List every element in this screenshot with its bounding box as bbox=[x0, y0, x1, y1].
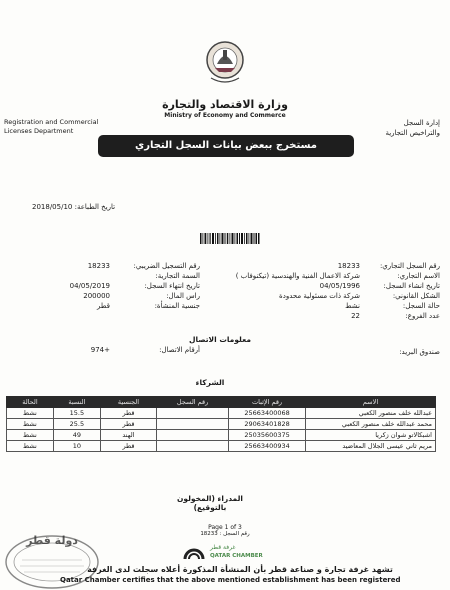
partner-status: نشط bbox=[7, 419, 54, 430]
partner-cr bbox=[157, 419, 229, 430]
contact-numbers-label: أرقام الاتصال: bbox=[159, 346, 200, 354]
ministry-name-arabic: وزارة الاقتصاد والتجارة bbox=[162, 98, 288, 111]
trademark-label: السمة التجارية: bbox=[155, 272, 200, 280]
partner-id: 25035600375 bbox=[229, 430, 306, 441]
partner-id: 25663400068 bbox=[229, 408, 306, 419]
ministry-name-english: Ministry of Economy and Commerce bbox=[164, 112, 286, 119]
department-name-arabic bbox=[350, 118, 440, 138]
col-cr-header: رقم السجل bbox=[157, 397, 229, 408]
partner-status: نشط bbox=[7, 408, 54, 419]
legal-form-value: شركة ذات مسئولية محدودة bbox=[279, 292, 360, 300]
cr-number-value: 18233 bbox=[337, 262, 360, 270]
trademark-value bbox=[40, 272, 110, 282]
partner-nationality: قطر bbox=[100, 419, 156, 430]
contact-numbers-value-wrap bbox=[40, 346, 110, 354]
qatar-emblem-icon bbox=[205, 38, 245, 86]
department-ar-line-1: إدارة السجل bbox=[403, 119, 440, 127]
col-id-header: رقم الإثبات bbox=[229, 397, 306, 408]
partner-cr bbox=[157, 441, 229, 452]
partner-cr bbox=[157, 430, 229, 441]
cr-status-label: حالة السجل: bbox=[402, 302, 440, 310]
partner-name: عبدالله خلف منصور الكعبي bbox=[305, 408, 435, 419]
trade-name-value: شركة الاعمال الفنية والهندسية (تيكنوفاب ) bbox=[235, 272, 360, 280]
partner-id: 25663400934 bbox=[229, 441, 306, 452]
table-row bbox=[7, 441, 436, 452]
partner-id: 29063401828 bbox=[229, 419, 306, 430]
qatar-chamber-logo-icon bbox=[183, 543, 205, 561]
capital-value: 200000 bbox=[83, 292, 110, 300]
partner-name: اشبكالاتو شوان زكريا bbox=[305, 430, 435, 441]
cr-number-label: رقم السجل التجاري: bbox=[379, 262, 440, 270]
department-name-english bbox=[4, 118, 114, 136]
managers-section-title: المدراء (المخولون بالتوقيع) bbox=[177, 494, 243, 512]
table-row bbox=[7, 430, 436, 441]
print-date-label: تاريخ الطباعة: bbox=[74, 203, 116, 211]
contact-numbers-label-wrap bbox=[120, 346, 200, 354]
partner-name: مريم ثاني عيسى الجلال المعاضيد bbox=[305, 441, 435, 452]
trade-name-label: الاسم التجاري: bbox=[397, 272, 440, 280]
department-line-2: Licenses Department bbox=[4, 127, 74, 135]
partner-nationality: الهند bbox=[100, 430, 156, 441]
tax-number-label: رقم التسجيل الضريبي: bbox=[133, 262, 200, 270]
cr-creation-date-value: 04/05/1996 bbox=[319, 282, 360, 290]
partners-section-title: الشركاء bbox=[195, 378, 225, 387]
department-ar-line-2: والتراخيص التجارية bbox=[385, 129, 440, 137]
col-share-header: النسبة bbox=[53, 397, 100, 408]
partners-table bbox=[6, 396, 436, 452]
po-box-label: صندوق البريد: bbox=[399, 348, 440, 356]
po-box-label-wrap bbox=[370, 348, 440, 356]
po-box-value bbox=[200, 322, 360, 332]
print-date bbox=[32, 203, 115, 211]
legal-form-label: الشكل القانوني: bbox=[392, 292, 440, 300]
branches-count-value: 22 bbox=[351, 312, 360, 320]
document-title: مستخرج ببعض بيانات السجل التجاري bbox=[98, 135, 354, 157]
partner-nationality: قطر bbox=[100, 408, 156, 419]
chamber-name-english: QATAR CHAMBER bbox=[210, 553, 263, 559]
stamp-text: دولة قطر bbox=[26, 534, 78, 547]
details-right-labels bbox=[370, 262, 440, 322]
details-left-labels bbox=[120, 262, 200, 312]
capital-label: راس المال: bbox=[166, 292, 200, 300]
table-row bbox=[7, 408, 436, 419]
certification-text-english: Qatar Chamber certifies that the above mentioned establishment has been registered bbox=[60, 576, 401, 584]
barcode-icon bbox=[200, 233, 260, 244]
certification-text-arabic: تشهد غرفة تجارة و صناعة قطر بأن المنشأة المذكورة أعلاه سجلت لدى الغرفة bbox=[87, 565, 393, 574]
partner-status: نشط bbox=[7, 441, 54, 452]
cr-creation-date-label: تاريخ انشاء السجل: bbox=[383, 282, 440, 290]
cr-expiry-date-label: تاريخ انتهاء السجل: bbox=[144, 282, 200, 290]
chamber-name-arabic: غرفة قطر bbox=[210, 544, 236, 551]
table-header-row bbox=[7, 397, 436, 408]
cr-reference: رقم السجل : 18233 bbox=[200, 531, 250, 537]
table-row bbox=[7, 419, 436, 430]
partner-nationality: قطر bbox=[100, 441, 156, 452]
establishment-nationality-label: جنسية المنشأة: bbox=[154, 302, 200, 310]
col-nationality-header: الجنسية bbox=[100, 397, 156, 408]
partner-cr bbox=[157, 408, 229, 419]
col-status-header: الحالة bbox=[7, 397, 54, 408]
partner-share: 25.5 bbox=[53, 419, 100, 430]
details-left-values bbox=[40, 262, 110, 312]
establishment-nationality-value: قطر bbox=[97, 302, 110, 310]
cr-status-value: نشط bbox=[345, 302, 360, 310]
cr-expiry-date-value: 04/05/2019 bbox=[69, 282, 110, 290]
print-date-value: 2018/05/10 bbox=[32, 203, 73, 211]
col-name-header: الاسم bbox=[305, 397, 435, 408]
page-number: Page 1 of 3 bbox=[208, 524, 242, 531]
branches-count-label: عدد الفروع: bbox=[405, 312, 440, 320]
partner-share: 49 bbox=[53, 430, 100, 441]
contact-numbers-value: +974 bbox=[90, 346, 110, 354]
details-right-values bbox=[200, 262, 360, 332]
partner-name: محمد عبدالله خلف منصور الكعبي bbox=[305, 419, 435, 430]
contact-section-title: معلومات الاتصال bbox=[189, 335, 251, 344]
partner-share: 10 bbox=[53, 441, 100, 452]
partner-share: 15.5 bbox=[53, 408, 100, 419]
tax-number-value: 18233 bbox=[87, 262, 110, 270]
department-line-1: Registration and Commercial bbox=[4, 118, 99, 126]
partner-status: نشط bbox=[7, 430, 54, 441]
